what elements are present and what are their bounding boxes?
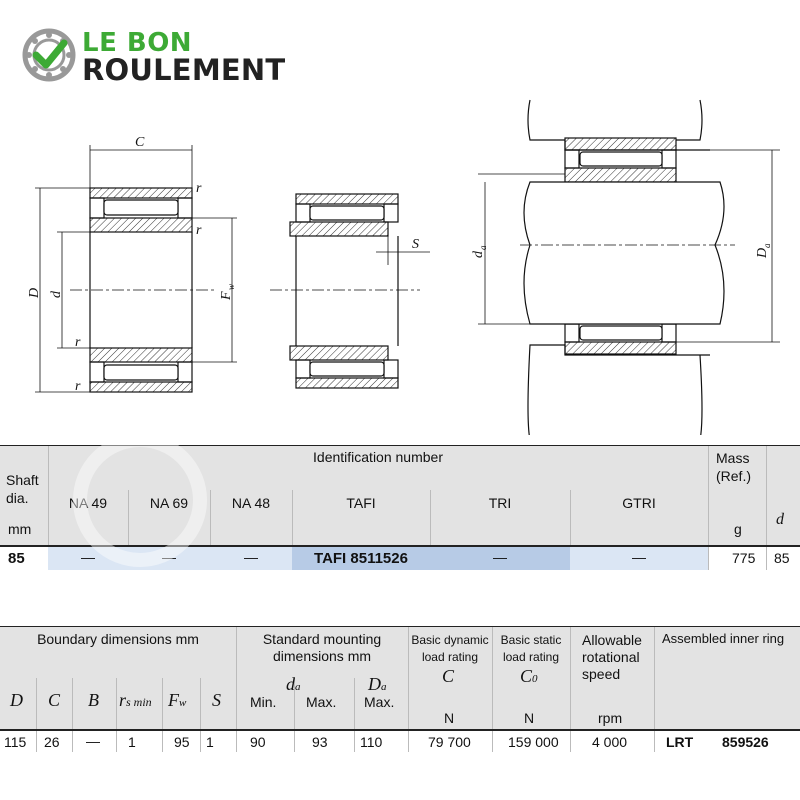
row-na48: — [244,549,258,565]
row-Cstat: 159 000 [508,734,559,750]
header-boundary: Boundary dimensions mm [37,631,199,647]
row-na69: — [162,549,176,565]
sym-Fw: Fw [168,690,187,710]
row-speed: 4 000 [592,734,628,750]
section-view-left [35,145,237,392]
header-na48: NA 48 [231,495,271,511]
header-shaft: Shaft dia. [6,472,39,506]
header-d: d [776,511,784,528]
label-S: S [412,237,419,252]
header-shaft-unit: mm [8,521,32,537]
label-da: d [471,251,486,258]
sym-da: da [286,674,301,694]
header-ident: Identification number [313,449,443,465]
sym-min: Min. [250,694,277,710]
row-shaft: 85 [8,550,25,567]
unit-rpm: rpm [598,710,623,726]
header-static: Basic static load rating [500,633,562,664]
sym-C: C [48,690,61,710]
sym-Cstat: C0 [520,666,538,686]
row-da-max: 93 [312,734,328,750]
label-C: C [135,135,145,150]
row-S: 1 [206,734,214,750]
row-tri: — [493,549,507,565]
bearing-check-icon [22,28,76,82]
unit-N-static: N [524,710,535,726]
sym-Da-max: Max. [364,694,395,710]
label-Fw: F [219,291,234,300]
header-dynamic: Basic dynamic load rating [411,633,489,664]
row-D: 115 [4,734,27,750]
mounted-view-right [478,100,780,435]
header-mass-unit: g [734,521,742,537]
watermark-logo [40,420,440,580]
row-da-min: 90 [250,734,266,750]
row-Da-max: 110 [360,734,383,750]
label-r: r [75,335,81,350]
logo-line1: LE BON [82,28,193,58]
logo-line2: ROULEMENT [82,53,286,87]
sym-max: Max. [306,694,337,710]
label-r: r [196,181,202,196]
label-Da: D [755,247,770,258]
row-inner-num: 859526 [722,734,769,750]
header-mass: Mass (Ref.) [716,450,751,484]
row-mass: 775 [732,550,756,566]
header-tafi: TAFI [346,495,376,511]
label-r: r [75,379,81,394]
dimensions-table [0,626,800,752]
row-inner-prefix: LRT [666,734,694,750]
header-tri: TRI [488,495,512,511]
header-na49: NA 49 [68,495,108,511]
bearing-technical-drawing [0,95,800,435]
label-d: d [49,291,64,298]
header-na69: NA 69 [149,495,189,511]
label-D: D [27,287,42,298]
sym-Cdyn: C [442,666,455,686]
header-speed: Allowable rotational speed [582,632,642,682]
unit-N-dynamic: N [444,710,455,726]
header-inner-ring: Assembled inner ring [662,631,785,646]
row-gtri: — [632,549,646,565]
label-Da-sub: a [762,243,772,248]
header-mounting: Standard mounting dimensions mm [262,631,382,664]
row-Fw: 95 [174,734,190,750]
sym-S: S [212,690,221,710]
label-r: r [196,223,202,238]
sym-Da: Da [368,674,387,694]
row-na49: — [81,549,95,565]
header-gtri: GTRI [622,495,656,511]
row-Cdyn: 79 700 [428,734,471,750]
row-tafi: TAFI 8511526 [314,550,408,567]
sym-r: rs min [119,690,152,710]
row-C: 26 [44,734,60,750]
row-B: — [86,733,100,749]
row-d: 85 [774,550,790,566]
logo [22,26,302,86]
sym-B: B [88,690,99,710]
label-Fw-sub: w [226,283,236,290]
label-da-sub: a [478,245,488,250]
row-r: 1 [128,734,136,750]
sym-D: D [10,690,23,710]
section-view-middle [270,194,430,388]
